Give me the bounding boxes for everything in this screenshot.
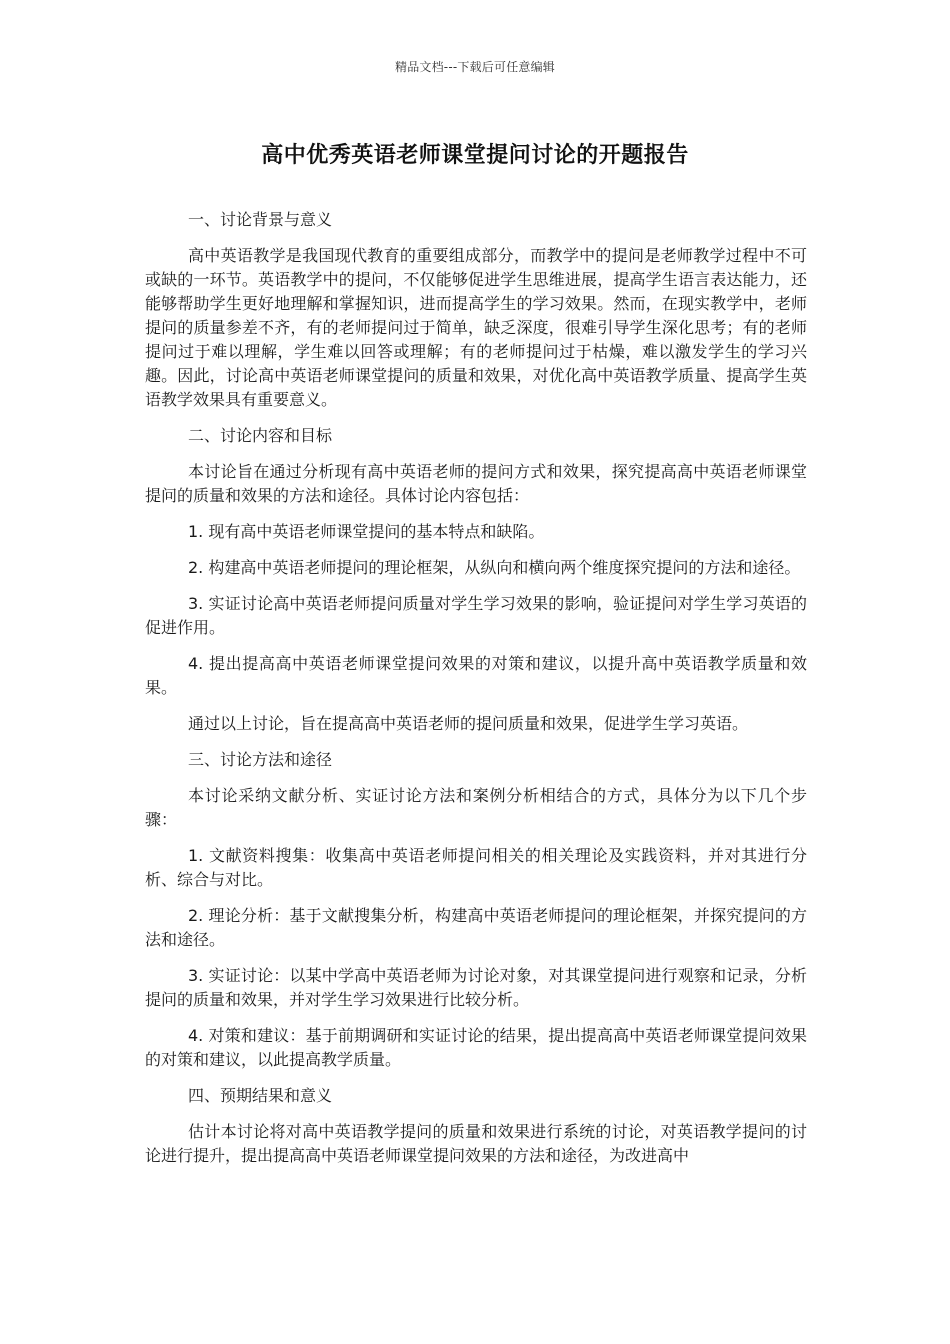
paragraph-methods-intro: 本讨论采纳文献分析、实证讨论方法和案例分析相结合的方式，具体分为以下几个步骤： <box>145 786 807 829</box>
section-heading-expected-results: 四、预期结果和意义 <box>188 1086 333 1105</box>
paragraph-content-intro: 本讨论旨在通过分析现有高中英语老师的提问方式和效果，探究提高高中英语老师课堂提问的质量和效果的方法和途径。具体讨论内容包括： <box>145 462 807 505</box>
list-item-methods-4: 4. 对策和建议：基于前期调研和实证讨论的结果，提出提高高中英语老师课堂提问效果的对策和建议，以此提高教学质量。 <box>145 1026 807 1069</box>
list-item-content-2: 2. 构建高中英语老师提问的理论框架，从纵向和横向两个维度探究提问的方法和途径。 <box>188 558 801 577</box>
list-item-methods-1: 1. 文献资料搜集：收集高中英语老师提问相关的相关理论及实践资料，并对其进行分析、综合与对比。 <box>145 846 807 889</box>
list-item-methods-2: 2. 理论分析：基于文献搜集分析，构建高中英语老师提问的理论框架，并探究提问的方法和途径。 <box>145 906 807 949</box>
section-heading-content-goals: 二、讨论内容和目标 <box>188 426 333 445</box>
list-item-methods-3: 3. 实证讨论：以某中学高中英语老师为讨论对象，对其课堂提问进行观察和记录，分析提问的质量和效果，并对学生学习效果进行比较分析。 <box>145 966 807 1009</box>
document-title: 高中优秀英语老师课堂提问讨论的开题报告 <box>261 143 689 168</box>
paragraph-expected-results: 估计本讨论将对高中英语教学提问的质量和效果进行系统的讨论，对英语教学提问的讨论进行提升，提出提高高中英语老师课堂提问效果的方法和途径，为改进高中 <box>145 1122 807 1165</box>
paragraph-content-summary: 通过以上讨论，旨在提高高中英语老师的提问质量和效果，促进学生学习英语。 <box>188 714 749 733</box>
section-heading-background: 一、讨论背景与意义 <box>188 210 333 229</box>
list-item-content-3: 3. 实证讨论高中英语老师提问质量对学生学习效果的影响，验证提问对学生学习英语的促进作用。 <box>145 594 807 637</box>
list-item-content-4: 4. 提出提高高中英语老师课堂提问效果的对策和建议，以提升高中英语教学质量和效果。 <box>145 654 807 697</box>
list-item-content-1: 1. 现有高中英语老师课堂提问的基本特点和缺陷。 <box>188 522 545 541</box>
header-note: 精品文档---下载后可任意编辑 <box>395 60 555 74</box>
document-body <box>145 208 807 1180</box>
paragraph-background: 高中英语教学是我国现代教育的重要组成部分，而教学中的提问是老师教学过程中不可或缺的一环节。英语教学中的提问，不仅能够促进学生思维进展，提高学生语言表达能力，还能够帮助学生更好地理解和掌握知识，进而提高学生的学习效果。然而，在现实教学中，老师提问的质量参差不齐，有的老师提问过于简单，缺乏深度，很难引导学生深化思考；有的老师提问过于难以理解，学生难以回答或理解；有的老师提问过于枯燥，难以激发学生的学习兴趣。因此，讨论高中英语老师课堂提问的质量和效果，对优化高中英语教学质量、提高学生英语教学效果具有重要意义。 <box>145 246 807 409</box>
section-heading-methods: 三、讨论方法和途径 <box>188 750 333 769</box>
